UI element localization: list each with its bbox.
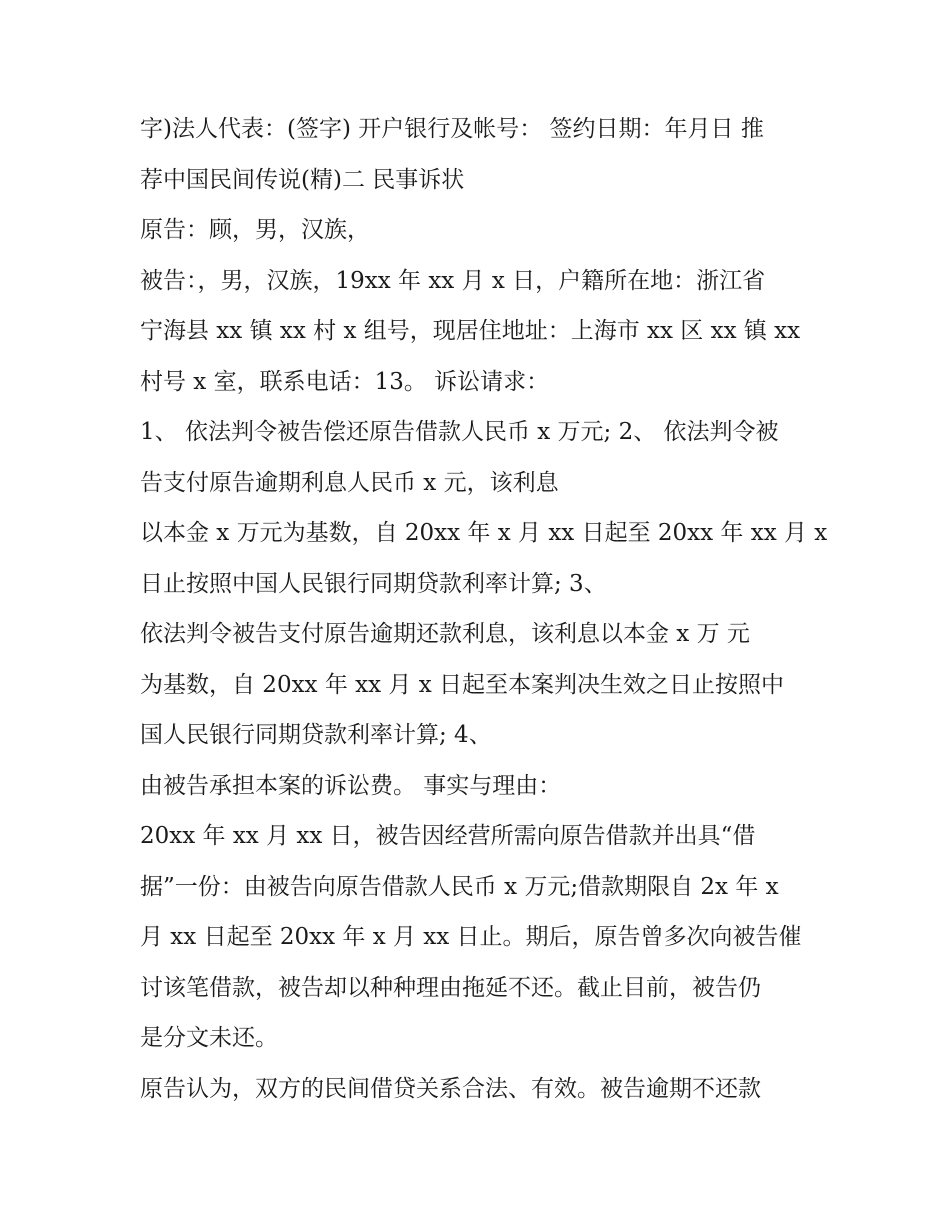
text-line: 讨该笔借款，被告却以种种理由拖延不还。截止目前，被告仍 bbox=[140, 974, 761, 1001]
text-line: 被告：，男，汉族，19xx 年 xx 月 x 日，户籍所在地：浙江省 bbox=[140, 267, 766, 294]
document-body bbox=[140, 104, 828, 1114]
text-line: 依法判令被告支付原告逾期还款利息，该利息以本金 x 万 元 bbox=[140, 621, 750, 647]
text-line: 是分文未还。 bbox=[140, 1025, 278, 1051]
text-line: 日止按照中国人民银行同期贷款利率计算; 3、 bbox=[140, 570, 607, 597]
text-line: 告支付原告逾期利息人民币 x 元，该利息 bbox=[140, 469, 559, 496]
text-line: 宁海县 xx 镇 xx 村 x 组号，现居住地址：上海市 xx 区 xx 镇 xx bbox=[140, 318, 801, 344]
text-line: 月 xx 日起至 20xx 年 x 月 xx 日止。期后，原告曾多次向被告催 bbox=[140, 924, 802, 950]
text-line: 字)法人代表：(签字) 开户银行及帐号： 签约日期：年月日 推 bbox=[140, 116, 764, 142]
text-line: 原告：顾，男，汉族， bbox=[140, 217, 370, 243]
text-line: 由被告承担本案的诉讼费。 事实与理由： bbox=[140, 772, 562, 799]
text-line: 原告认为，双方的民间借贷关系合法、有效。被告逾期不还款 bbox=[140, 1075, 761, 1102]
text-line: 以本金 x 万元为基数，自 20xx 年 x 月 xx 日起至 20xx 年 xx 月 x bbox=[140, 520, 828, 546]
text-line: 荐中国民间传说(精)二 民事诉状 bbox=[140, 166, 465, 193]
text-line: 为基数，自 20xx 年 xx 月 x 日起至本案判决生效之日止按照中 bbox=[140, 671, 784, 698]
text-line: 国人民银行同期贷款利率计算; 4、 bbox=[140, 722, 492, 748]
text-line: 1、 依法判令被告偿还原告借款人民币 x 万元; 2、 依法判令被 bbox=[140, 419, 779, 445]
text-line: 据”一份：由被告向原告借款人民币 x 万元;借款期限自 2x 年 x bbox=[140, 873, 779, 900]
text-line: 村号 x 室，联系电话：13。 诉讼请求： bbox=[140, 368, 550, 395]
text-line: 20xx 年 xx 月 xx 日，被告因经营所需向原告借款并出具“借 bbox=[140, 823, 756, 849]
